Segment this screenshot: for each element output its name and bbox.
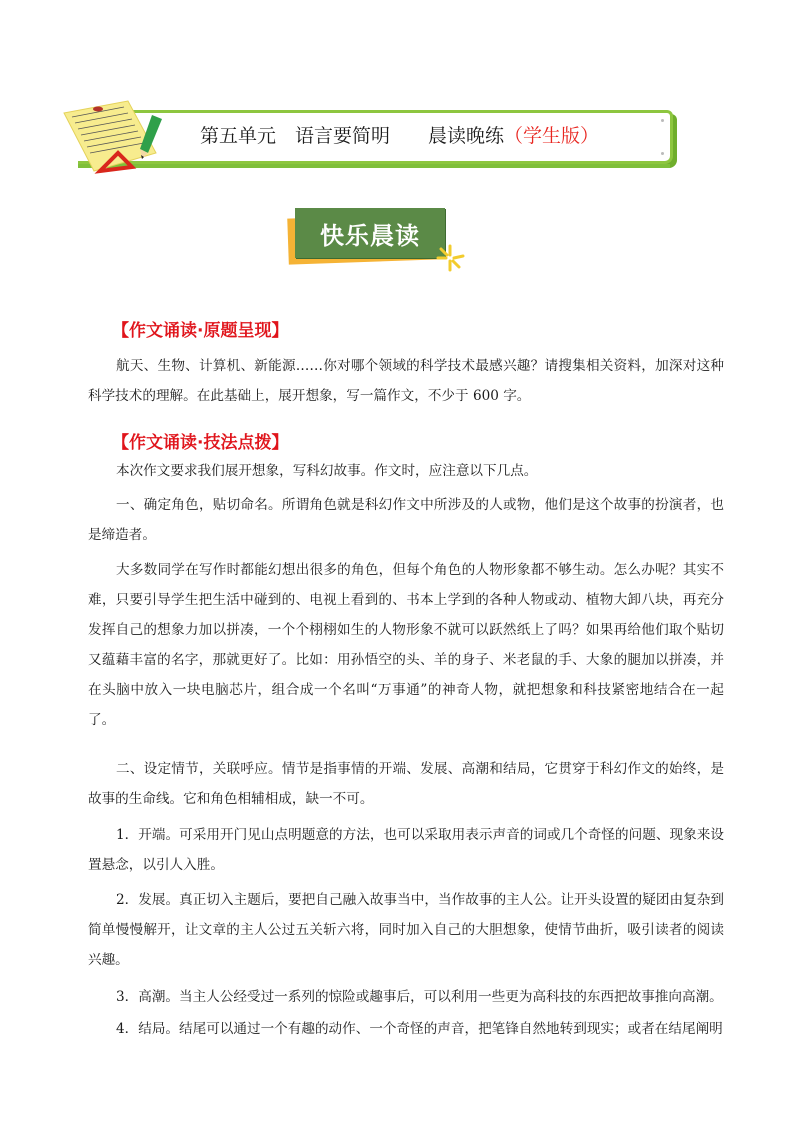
paragraph: 大多数同学在写作时都能幻想出很多的角色，但每个角色的人物形象都不够生动。怎么办呢？其实不难，只要引导学生把生活中碰到的、电视上看到的、书本上学到的各种人物或动、植物大卸八块，再充分发挥自己的想象力加以拼凑，一个个栩栩如生的人物形象不就可以跃然纸上了吗？如果再给他们取个贴切又蕴藉丰富的名字，那就更好了。比如：用孙悟空的头、羊的身子、米老鼠的手、大象的腿加以拼凑，并在头脑中放入一块电脑芯片，组合成一个名叫“万事通”的神奇人物，就把想象和科技紧密地结合在一起了。 (88, 562, 724, 728)
banner-dot (661, 119, 664, 122)
paragraph: 3．高潮。当主人公经受过一系列的惊险或趣事后，可以利用一些更为高科技的东西把故事推向高潮。 (116, 989, 723, 1005)
unit-title-banner (60, 95, 680, 175)
banner-dot (661, 152, 664, 155)
badge-box (295, 208, 445, 258)
paragraph: 2．发展。真正切入主题后，要把自己融入故事当中，当作故事的主人公。让开头设置的疑团由复杂到简单慢慢解开，让文章的主人公过五关斩六将，同时加入自己的大胆想象，使情节曲折，吸引读者的阅读兴趣。 (88, 892, 724, 968)
paragraph: 本次作文要求我们展开想象，写科幻故事。作文时，应注意以下几点。 (116, 463, 538, 479)
notepad-pencil-ruler-icon (60, 95, 190, 175)
section-heading-technique-tips: 【作文诵读·技法点拨】 (112, 433, 289, 453)
happy-reading-badge (284, 200, 464, 280)
paragraph: 航天、生物、计算机、新能源……你对哪个领域的科学技术最感兴趣？请搜集相关资料，加深对这种科学技术的理解。在此基础上，展开想象，写一篇作文，不少于 600 字。 (88, 358, 724, 404)
banner-title-tag: （学生版） (504, 125, 600, 147)
banner-title-main: 第五单元 语言要简明 晨读晚练 (200, 125, 505, 147)
paragraph: 1．开端。可采用开门见山点明题意的方法，也可以采取用表示声音的词或几个奇怪的问题、现象来设置悬念，以引人入胜。 (88, 827, 724, 873)
paragraph: 一、确定角色，贴切命名。所谓角色就是科幻作文中所涉及的人或物，他们是这个故事的扮演者，也是缔造者。 (88, 497, 724, 543)
sparkle-icon (434, 242, 466, 274)
banner-title (200, 121, 599, 148)
paragraph: 4．结局。结尾可以通过一个有趣的动作、一个奇怪的声音，把笔锋自然地转到现实；或者在结尾阐明 (116, 1021, 723, 1037)
paragraph: 二、设定情节，关联呼应。情节是指事情的开端、发展、高潮和结局，它贯穿于科幻作文的始终，是故事的生命线。它和角色相辅相成，缺一不可。 (88, 761, 724, 807)
section-heading-original-prompt: 【作文诵读·原题呈现】 (112, 321, 289, 341)
badge-label: 快乐晨读 (320, 221, 420, 250)
